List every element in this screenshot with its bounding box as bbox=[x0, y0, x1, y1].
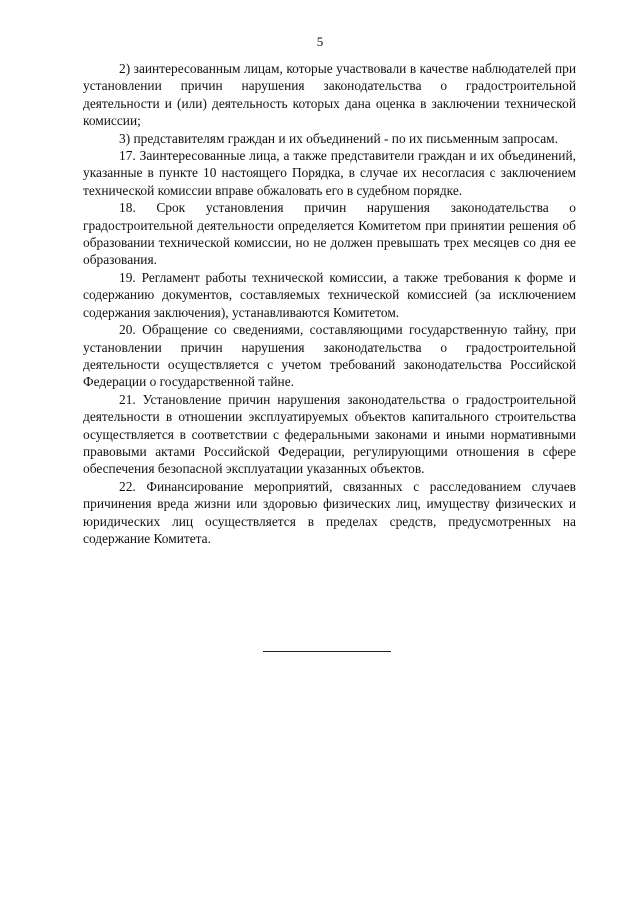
end-divider-line bbox=[263, 651, 391, 652]
document-body bbox=[83, 60, 576, 547]
paragraph-22: 22. Финансирование мероприятий, связанных с расследованием случаев причинения вреда жизни или здоровью физических лиц, имуществу физических и юридических лиц осуществляется в пределах средств, предусмотренных на содержание Комитета. bbox=[83, 478, 576, 546]
paragraph-20: 20. Обращение со сведениями, составляющими государственную тайну, при установлении причин нарушения законодательства о градостроительной деятельности осуществляется с учетом требований законодательства Российской Федерации о государственной тайне. bbox=[83, 322, 576, 390]
paragraph-item-3: 3) представителям граждан и их объединений - по их письменным запросам. bbox=[119, 130, 558, 146]
paragraph-18: 18. Срок установления причин нарушения законодательства о градостроительной деятельности определяется Комитетом при принятии решения об образовании технической комиссии, но не должен превышать трех месяцев со дня ее образования. bbox=[83, 200, 576, 268]
paragraph-19: 19. Регламент работы технической комиссии, а также требования к форме и содержанию документов, составляемых технической комиссией (за исключением содержания заключения), устанавливаются Комитетом. bbox=[83, 269, 576, 320]
paragraph-17: 17. Заинтересованные лица, а также представители граждан и их объединений, указанные в пункте 10 настоящего Порядка, в случае их несогласия с заключением технической комиссии вправе обжаловать его в судебном порядке. bbox=[83, 148, 576, 198]
paragraph-21: 21. Установление причин нарушения законодательства о градостроительной деятельности в отношении эксплуатируемых объектов капитального строительства осуществляется в соответствии с федеральными законами и иными нормативными правовыми актами Российской Федерации, регулирующими отношения в сфере обеспечения безопасной эксплуатации указанных объектов. bbox=[83, 391, 576, 477]
paragraph-item-2: 2) заинтересованным лицам, которые участвовали в качестве наблюдателей при установлении причин нарушения законодательства о градостроительной деятельности и (или) деятельность которых дана оценка в заключении технической комиссии; bbox=[83, 61, 576, 129]
page-number: 5 bbox=[316, 34, 324, 49]
